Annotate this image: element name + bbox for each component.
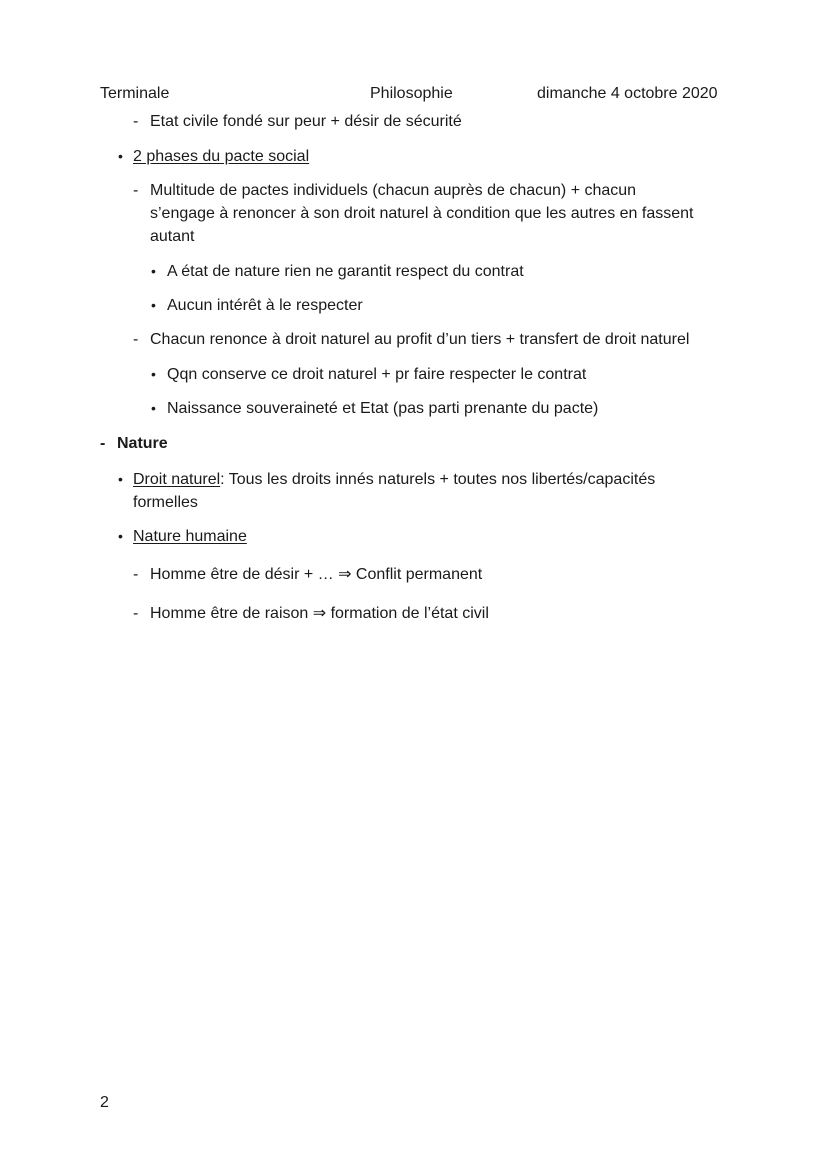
list-item-text: Qqn conserve ce droit naturel + pr faire respecter le contrat xyxy=(167,366,587,383)
bullet-marker: • xyxy=(151,263,156,279)
list-item-text: Homme être de désir + … ⇒ Conflit permanent xyxy=(150,566,483,583)
bullet-marker: • xyxy=(151,400,156,416)
dash-marker: - xyxy=(133,182,139,199)
list-item-heading: Nature humaine xyxy=(133,528,247,545)
dash-marker: - xyxy=(133,113,139,130)
list-item-continuation: s’engage à renoncer à son droit naturel à condition que les autres en fassent xyxy=(150,205,694,222)
list-item-continuation: formelles xyxy=(133,494,198,511)
list-item-text xyxy=(133,468,655,491)
list-item-text: Etat civile fondé sur peur + désir de sécurité xyxy=(150,113,462,130)
page-number: 2 xyxy=(100,1094,109,1111)
header-date: dimanche 4 octobre 2020 xyxy=(537,85,718,102)
section-heading-text: Nature xyxy=(117,435,168,452)
bullet-marker: • xyxy=(118,148,123,164)
header-subject: Philosophie xyxy=(370,85,453,102)
list-item-heading: 2 phases du pacte social xyxy=(133,148,310,165)
term-definition: : Tous les droits innés naturels + toutes nos libertés/capacités xyxy=(220,471,656,488)
bullet-marker: • xyxy=(118,471,123,487)
dash-marker: - xyxy=(133,566,139,583)
bullet-marker: • xyxy=(151,366,156,382)
list-item-text: Chacun renonce à droit naturel au profit d’un tiers + transfert de droit naturel xyxy=(150,331,690,348)
list-item-text: Multitude de pactes individuels (chacun auprès de chacun) + chacun xyxy=(150,182,637,199)
dash-marker: - xyxy=(100,435,106,452)
dash-marker: - xyxy=(133,605,139,622)
list-item-text: Naissance souveraineté et Etat (pas parti prenante du pacte) xyxy=(167,400,599,417)
header-class: Terminale xyxy=(100,85,170,102)
list-item-text: A état de nature rien ne garantit respect du contrat xyxy=(167,263,524,280)
term-droit-naturel: Droit naturel xyxy=(133,471,221,488)
list-item-text: Homme être de raison ⇒ formation de l’état civil xyxy=(150,605,489,622)
list-item-text: Aucun intérêt à le respecter xyxy=(167,297,363,314)
dash-marker: - xyxy=(133,331,139,348)
list-item-continuation: autant xyxy=(150,228,195,245)
bullet-marker: • xyxy=(118,528,123,544)
bullet-marker: • xyxy=(151,297,156,313)
